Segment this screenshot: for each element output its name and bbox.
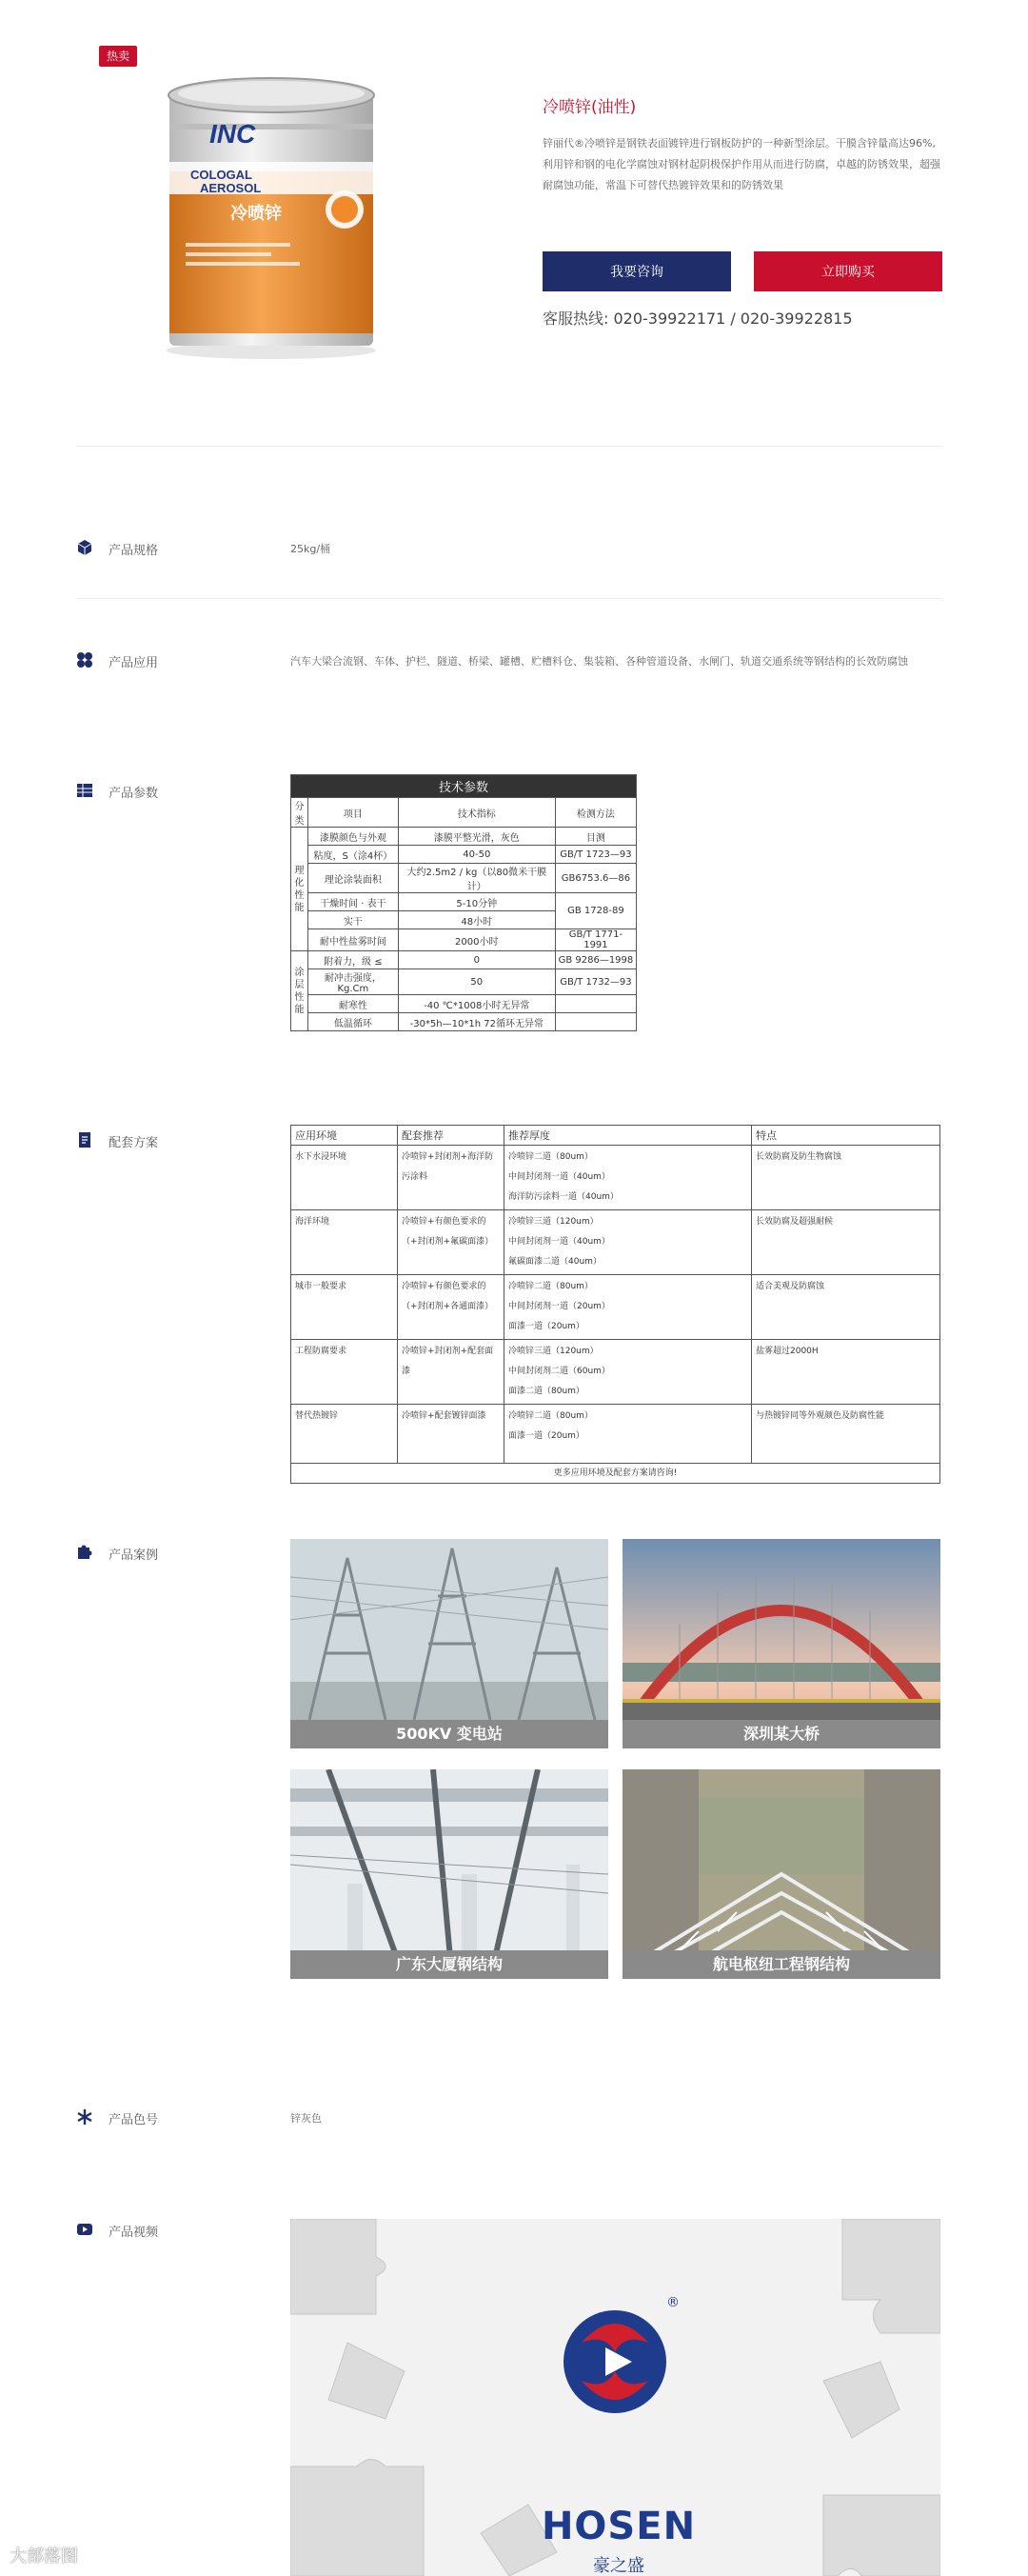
document-icon bbox=[76, 1131, 93, 1148]
table-row: 水下水浸环境 冷喷锌+封闭剂+海洋防污涂料 冷喷锌二道（80um） 中间封闭剂一道（40um） 海洋防污涂料一道（40um） 长效防腐及防生物腐蚀 bbox=[291, 1146, 940, 1210]
registered-mark: ® bbox=[666, 2295, 680, 2310]
divider bbox=[76, 446, 942, 447]
table-icon bbox=[76, 782, 93, 799]
buy-button[interactable]: 立即购买 bbox=[754, 251, 942, 291]
hot-badge: 热卖 bbox=[99, 46, 137, 67]
case-card[interactable] bbox=[290, 1539, 608, 1748]
watermark: 大部落图 bbox=[10, 2546, 78, 2566]
spec-value: 25kg/桶 bbox=[290, 543, 331, 555]
bridge-image bbox=[623, 1539, 940, 1748]
application-label: 产品应用 bbox=[109, 656, 159, 670]
case-card[interactable] bbox=[623, 1539, 940, 1748]
video-label: 产品视频 bbox=[109, 2226, 159, 2240]
table-row: 替代热镀锌 冷喷锌+配套镀锌面漆 冷喷锌二道（80um） 面漆一道（20um） 与热镀锌同等外观颜色及防腐性能 bbox=[291, 1405, 940, 1464]
color-value: 锌灰色 bbox=[290, 2112, 322, 2125]
dam-steel-image bbox=[623, 1769, 940, 1979]
hosen-logo-icon bbox=[558, 2305, 672, 2419]
case-caption: 深圳某大桥 bbox=[623, 1720, 940, 1748]
divider bbox=[76, 598, 942, 599]
spec-label: 产品规格 bbox=[109, 544, 159, 558]
cube-icon bbox=[76, 539, 93, 556]
product-title: 冷喷锌(油性) bbox=[543, 98, 637, 117]
logo-text: HOSEN bbox=[541, 2505, 697, 2548]
building-steel-image bbox=[290, 1769, 608, 1979]
case-caption: 500KV 变电站 bbox=[290, 1720, 608, 1748]
params-label: 产品参数 bbox=[109, 787, 159, 801]
case-card[interactable] bbox=[290, 1769, 608, 1979]
video-player[interactable] bbox=[290, 2219, 940, 2576]
table-row: 海洋环境 冷喷锌+有颜色要求的（+封闭剂+氟碳面漆） 冷喷锌三道（120um） 中间封闭剂一道（40um） 氟碳面漆二道（40um） 长效防腐及超强耐候 bbox=[291, 1210, 940, 1275]
product-description: 锌丽代®冷喷锌是钢铁表面镀锌进行钢板防护的一种新型涂层。干膜含锌量高达96%,利用锌和钢的电化学腐蚀对钢材起阴极保护作用从而进行防腐，卓越的防锈效果，超强耐腐蚀功能，常温下可替代热镀锌效果和的防锈效果 bbox=[543, 137, 940, 191]
svg-text:冷喷锌: 冷喷锌 bbox=[230, 204, 282, 224]
product-image bbox=[143, 67, 400, 362]
consult-button[interactable]: 我要咨询 bbox=[543, 251, 731, 291]
play-icon bbox=[76, 2221, 93, 2238]
substation-image bbox=[290, 1539, 608, 1748]
svg-text:COLOGAL: COLOGAL bbox=[190, 168, 252, 182]
asterisk-icon bbox=[76, 2108, 93, 2126]
table-row: 城市一般要求 冷喷锌+有颜色要求的（+封闭剂+各通面漆） 冷喷锌二道（80um） 中间封闭剂一道（20um） 面漆一道（20um） 适合美观及防腐蚀 bbox=[291, 1275, 940, 1340]
table-row: 工程防腐要求 冷喷锌+封闭剂+配套面漆 冷喷锌三道（120um） 中间封闭剂二道（60um） 面漆二道（80um） 盐雾超过2000H bbox=[291, 1340, 940, 1405]
case-caption: 航电枢纽工程钢结构 bbox=[623, 1950, 940, 1979]
color-label: 产品色号 bbox=[109, 2113, 159, 2127]
tech-params-table: 技术参数 分类 项目 技术指标 检测方法 理化性能 漆膜颜色与外观 漆膜平整光滑，灰色 目测 粘度，S（涂4杯） 40-50 GB/T 1723—93 理论涂装面积 大约2.5m2 / kg（以80微米干膜计） GB6753.6—86 干燥时间 · 表干 5-10分钟 GB 1728-89 实干 48小时 耐中性盐雾时间 2000小时 GB/T 1771-1991 涂层性能 附着力，级 ≤ 0 GB 9286—1998 耐冲击强度，Kg.Cm 50 GB/T 1732—93 耐寒性 -40 ℃*1008小时无异常 低温循环 -30*5h—10*1h 72循环无异常 bbox=[290, 774, 637, 1031]
bucket-brand: INC bbox=[209, 119, 256, 149]
case-card[interactable] bbox=[623, 1769, 940, 1979]
application-value: 汽车大梁合流钢、车体、护栏、隧道、桥梁、罐槽、贮槽料仓、集装箱、各种管道设备、水闸门、轨道交通系统等钢结构的长效防腐蚀 bbox=[290, 655, 908, 668]
grid-icon bbox=[76, 651, 93, 669]
hotline: 客服热线: 020-39922171 / 020-39922815 bbox=[543, 310, 853, 328]
cases-label: 产品案例 bbox=[109, 1548, 159, 1563]
plan-table: 应用环境 配套推荐 推荐厚度 特点 水下水浸环境 冷喷锌+封闭剂+海洋防污涂料 冷喷锌二道（80um） 中间封闭剂一道（40um） 海洋防污涂料一道（40um） 长效防腐及防生物腐蚀 海洋环境 冷喷锌+有颜色要求的（+封闭剂+氟碳面漆） 冷喷锌三道（120um） 中间封闭剂一道（40um） 氟碳面漆二道（40um） 长效防腐及超强耐候 城市一般要求 冷喷锌+有颜色要求的（+封闭剂+各通面漆） 冷喷锌二道（80um） 中间封闭剂一道（20um） 面漆一道（20um） 适合美观及防腐蚀 工程防腐要求 冷喷锌+封闭剂+配套面漆 冷喷锌三道（120um） 中间封闭剂二道（60um） 面漆二道（80um） 盐雾超过2000H 替代热镀锌 冷喷锌+配套镀锌面漆 冷喷锌二道（80um） 面漆一道（20um） 与热镀锌同等外观颜色及防腐性能 更多应用环境及配套方案请咨询! bbox=[290, 1125, 940, 1484]
svg-text:AEROSOL: AEROSOL bbox=[200, 181, 262, 195]
puzzle-icon bbox=[76, 1544, 93, 1561]
logo-subtitle: 豪之盛 bbox=[593, 2556, 644, 2576]
case-caption: 广东大厦钢结构 bbox=[290, 1950, 608, 1979]
plan-label: 配套方案 bbox=[109, 1136, 159, 1150]
